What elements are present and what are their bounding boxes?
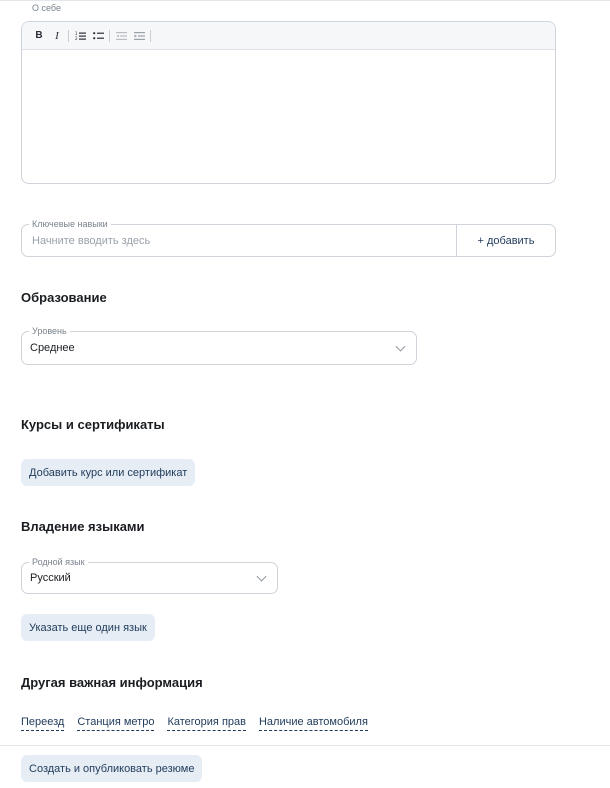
chevron-down-icon	[396, 342, 406, 352]
create-publish-resume-button[interactable]: Создать и опубликовать резюме	[21, 755, 202, 782]
education-level-select[interactable]	[21, 331, 417, 365]
relocation-link[interactable]: Переезд	[21, 716, 64, 731]
languages-title: Владение языками	[21, 519, 145, 534]
education-level-value: Среднее	[30, 342, 75, 354]
native-language-value: Русский	[30, 572, 71, 584]
about-text-area[interactable]	[22, 51, 555, 183]
svg-text:1: 1	[74, 30, 78, 36]
metro-station-link[interactable]: Станция метро	[77, 716, 154, 731]
skills-label: Ключевые навыки	[29, 219, 111, 229]
about-editor	[21, 21, 556, 184]
toolbar-separator	[150, 30, 151, 42]
toolbar-separator	[68, 30, 69, 42]
chevron-down-icon	[257, 572, 267, 582]
editor-toolbar	[22, 22, 555, 50]
car-ownership-link[interactable]: Наличие автомобиля	[259, 716, 368, 731]
courses-title: Курсы и сертификаты	[21, 417, 165, 432]
toolbar-separator	[109, 30, 110, 42]
other-info-title: Другая важная информация	[21, 675, 203, 690]
add-language-button[interactable]: Указать еще один язык	[21, 614, 155, 641]
bullet-list-icon[interactable]	[89, 27, 107, 45]
add-course-button[interactable]: Добавить курс или сертификат	[21, 459, 195, 486]
bold-button[interactable]: B	[35, 30, 43, 41]
education-level-label: Уровень	[29, 326, 70, 336]
ordered-list-icon[interactable]	[71, 27, 89, 45]
outdent-icon[interactable]	[112, 27, 130, 45]
add-skill-button[interactable]: + добавить	[456, 225, 555, 256]
indent-icon[interactable]	[130, 27, 148, 45]
other-info-links	[21, 716, 381, 731]
education-title: Образование	[21, 290, 107, 305]
license-category-link[interactable]: Категория прав	[167, 716, 246, 731]
svg-text:2: 2	[74, 35, 78, 41]
native-language-label: Родной язык	[29, 557, 88, 567]
skills-input[interactable]	[22, 225, 456, 256]
about-label: О себе	[29, 3, 64, 13]
top-divider	[0, 0, 610, 1]
italic-button[interactable]: I	[55, 29, 59, 42]
